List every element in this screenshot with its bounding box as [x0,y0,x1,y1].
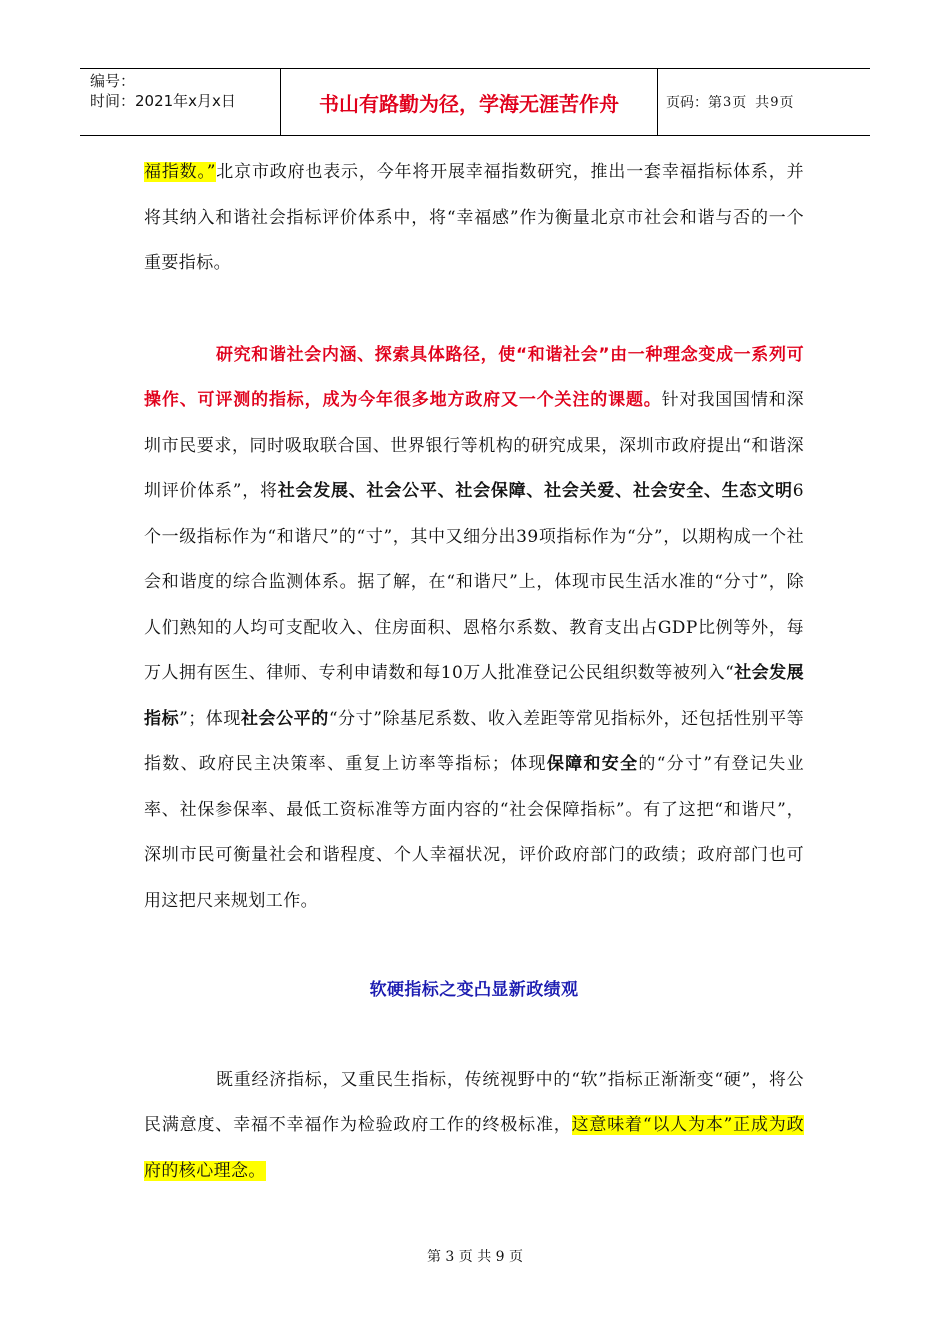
doc-date: 时间：2021年x月x日 [90,92,236,110]
section-subtitle: 软硬指标之变凸显新政绩观 [369,980,579,1000]
paragraph-2: 研究和谐社会内涵、探索具体路径，使“和谐社会”由一种理念变成一系列可操作、可评测的指标，成为今年很多地方政府又一个关注的课题。针对我国国情和深圳市民要求，同时吸取联合国、世界银行等机构的研究成果，深圳市政府提出“和谐深圳评价体系”，将社会发展、社会公平、社会保障、社会关爱、社会安全、生态文明6个一级指标作为“和谐尺”的“寸”，其中又细分出39项指标作为“分”，以期构成一个社会和谐度的综合监测体系。据了解，在“和谐尺”上，体现市民生活水准的“分寸”，除人们熟知的人均可支配收入、住房面积、恩格尔系数、教育支出占GDP比例等外，每万人拥有医生、律师、专利申请数和每10万人批准登记公民组织数等被列入“社会发展指标”；体现社会公平的“分寸”除基尼系数、收入差距等常见指标外，还包括性别平等指数、政府民主决策率、重复上访率等指标；体现保障和安全的“分寸”有登记失业率、社保参保率、最低工资标准等方面内容的“社会保障指标”。有了这把“和谐尺”，深圳市民可衡量社会和谐程度、个人幸福状况，评价政府部门的政绩；政府部门也可用这把尺来规划工作。 [144,344,804,911]
highlighted-text: 福指数。” [144,162,216,182]
document-body [144,150,804,1194]
header-meta [80,69,280,135]
bold-indicators: 社会发展、社会公平、社会保障、社会关爱、社会安全、生态文明 [277,481,793,501]
red-emphasis: 研究和谐社会内涵、探索具体路径，使“和谐社会”由一种理念变成一系列可操作、可评测的指标，成为今年很多地方政府又一个关注的课题。 [144,344,804,410]
header-motto: 书山有路勤为径，学海无涯苦作舟 [280,69,658,135]
page-header [80,68,870,136]
paragraph-1: 福指数。”北京市政府也表示，今年将开展幸福指数研究，推出一套幸福指标体系，并将其纳入和谐社会指标评价体系中，将“幸福感”作为衡量北京市社会和谐与否的一个重要指标。 [144,162,804,273]
page-footer: 第 3 页 共 9 页 [426,1249,524,1265]
header-page-number: 页码：第 3 页 共 9 页 [666,94,794,111]
paragraph-3: 既重经济指标，又重民生指标，传统视野中的“软”指标正渐渐变“硬”，将公民满意度、幸福不幸福作为检验政府工作的终极标准，这意味着“以人为本”正成为政府的核心理念。 [144,1069,804,1181]
highlighted-text: 这意味着“以人为本”正成为政府的核心理念。 [144,1115,804,1181]
doc-number-label: 编号： [90,72,136,90]
